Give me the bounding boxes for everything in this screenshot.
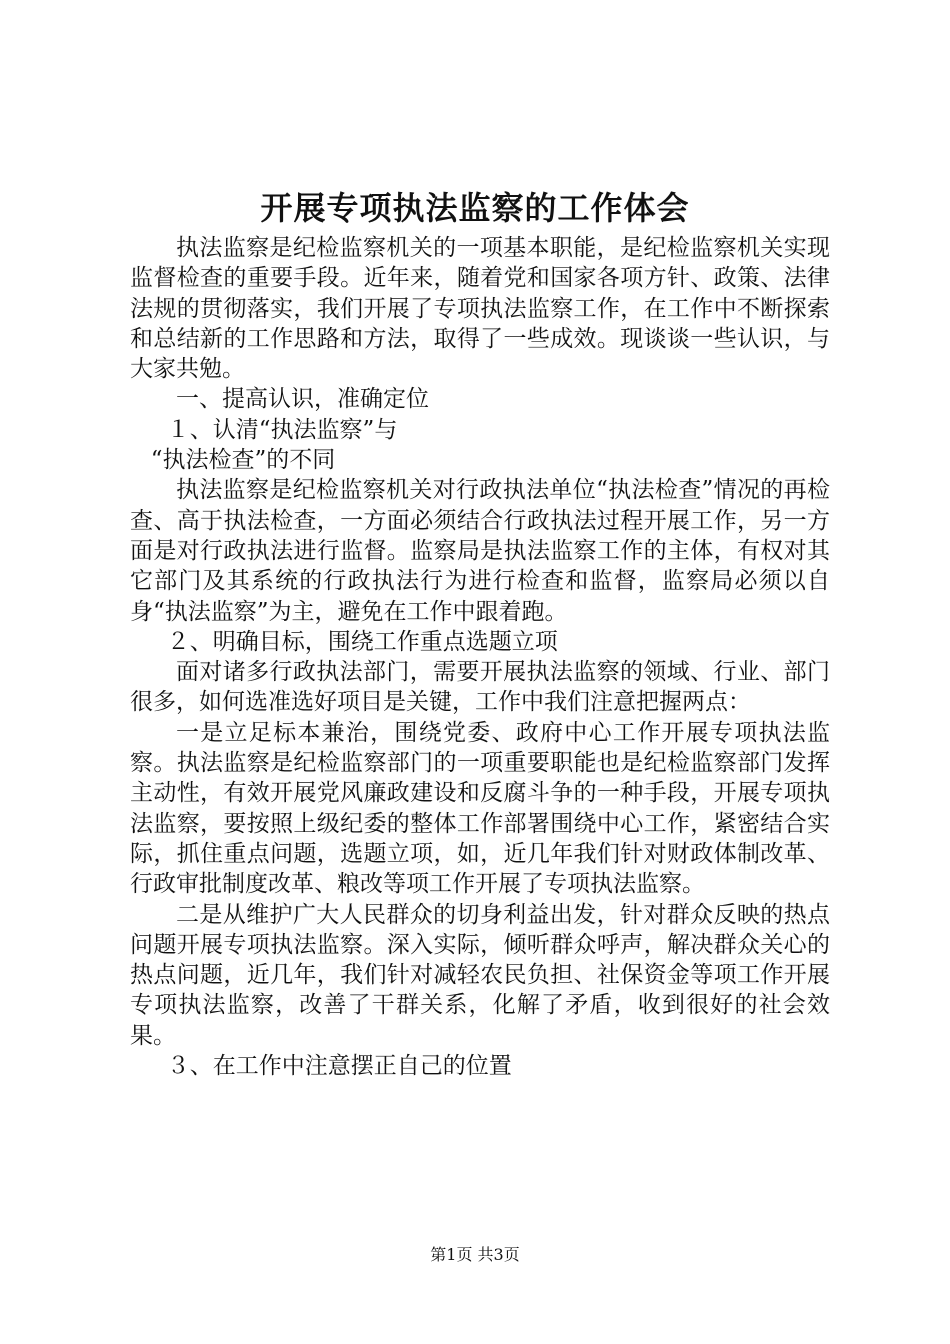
subheading-1: １、认清“执法监察”与: [166, 416, 398, 443]
paragraph-intro: 执法监察是纪检监察机关的一项基本职能，是纪检监察机关实现监督检查的重要手段。近年来，随着党和国家各项方针、政策、法律法规的贯彻落实，我们开展了专项执法监察工作，在工作中不断探索和总结新的工作思路和方法，取得了一些成效。现谈谈一些认识，与大家共勉。: [130, 235, 830, 383]
paragraph-2-body: 面对诸多行政执法部门，需要开展执法监察的领域、行业、部门很多，如何选准选好项目是关键，工作中我们注意把握两点：: [130, 659, 830, 716]
subheading-2: ２、明确目标，围绕工作重点选题立项: [166, 628, 558, 655]
subheading-1-continued: “执法检查”的不同: [150, 447, 336, 474]
subheading-3: ３、在工作中注意摆正自己的位置: [166, 1053, 512, 1080]
paragraph-1-body: 执法监察是纪检监察机关对行政执法单位“执法检查”情况的再检查、高于执法检查，一方面必须结合行政执法过程开展工作，另一方面是对行政执法进行监督。监察局是执法监察工作的主体，有权对其它部门及其系统的行政执法行为进行检查和监督，监察局必须以自身“执法监察”为主，避免在工作中跟着跑。: [130, 477, 830, 625]
document-body: [130, 233, 830, 1081]
paragraph-point-2: 二是从维护广大人民群众的切身利益出发，针对群众反映的热点问题开展专项执法监察。深入实际，倾听群众呼声，解决群众关心的热点问题，近几年，我们针对减轻农民负担、社保资金等项工作开展专项执法监察，改善了干群关系，化解了矛盾，收到很好的社会效果。: [130, 901, 830, 1049]
paragraph-point-1: 一是立足标本兼治，围绕党委、政府中心工作开展专项执法监察。执法监察是纪检监察部门的一项重要职能也是纪检监察部门发挥主动性，有效开展党风廉政建设和反腐斗争的一种手段，开展专项执法监察，要按照上级纪委的整体工作部署围绕中心工作，紧密结合实际，抓住重点问题，选题立项，如，近几年我们针对财政体制改革、行政审批制度改革、粮改等项工作开展了专项执法监察。: [130, 719, 830, 898]
section-heading-1: 一、提高认识，准确定位: [176, 386, 429, 413]
document-title: 开展专项执法监察的工作体会: [260, 189, 690, 227]
page-number: 第1页 共3页: [430, 1245, 520, 1264]
